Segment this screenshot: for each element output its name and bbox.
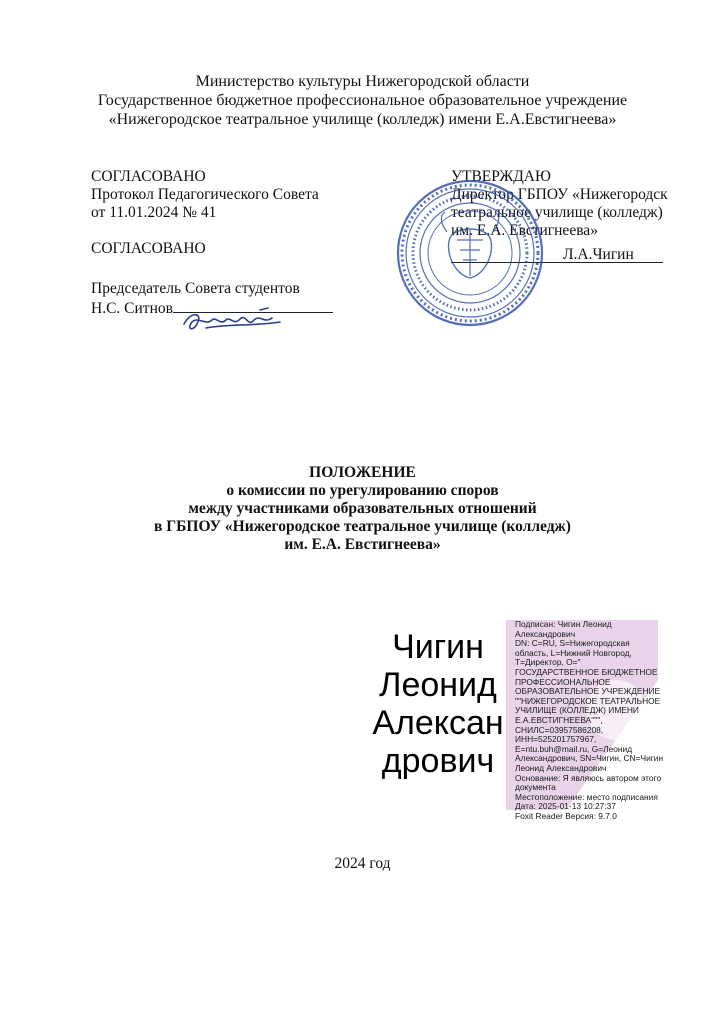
document-title bbox=[0, 464, 725, 554]
agreement-block bbox=[91, 168, 333, 318]
esign-detail-line: E=ntu.buh@mail.ru, G=Леонид bbox=[515, 743, 633, 754]
document-year: 2024 год bbox=[334, 855, 391, 872]
esign-detail-line: ОБРАЗОВАТЕЛЬНОЕ УЧРЕЖДЕНИЕ bbox=[515, 686, 661, 697]
protocol-line: Протокол Педагогического Совета bbox=[91, 186, 319, 203]
esign-name-line: дрович bbox=[381, 742, 495, 780]
institution-type-line: Государственное бюджетное профессиональное образовательное учреждение bbox=[97, 92, 628, 109]
ministry-line: Министерство культуры Нижегородской области bbox=[195, 73, 530, 90]
esign-detail-line: Основание: Я являюсь автором этого bbox=[515, 772, 662, 783]
esign-detail-line: ГОСУДАРСТВЕННОЕ БЮДЖЕТНОЕ bbox=[515, 666, 658, 677]
title-heading: ПОЛОЖЕНИЕ bbox=[309, 464, 416, 481]
esign-detail-line: ИНН=525201757967, bbox=[515, 734, 597, 745]
esign-detail-line: T=Директор, O=" bbox=[515, 657, 581, 668]
esign-detail-line: ""НИЖЕГОРОДСКОЕ ТЕАТРАЛЬНОЕ bbox=[515, 695, 661, 706]
student-council-chair-title: Председатель Совета студентов bbox=[91, 280, 300, 297]
director-title-line-1: Директор ГБПОУ «Нижегородск bbox=[451, 186, 668, 203]
esign-detail-line: Александрович, SN=Чигин, CN=Чигин bbox=[515, 753, 664, 764]
esign-detail-line: Местоположение: место подписания bbox=[515, 791, 658, 802]
director-name: Л.А.Чигин bbox=[563, 246, 634, 263]
esign-detail-line: ПРОФЕССИОНАЛЬНОЕ bbox=[515, 676, 611, 687]
esign-detail-line: Дата: 2025-01-13 10:27:37 bbox=[515, 801, 616, 812]
esign-detail-line: УЧИЛИЩЕ (КОЛЛЕДЖ) ИМЕНИ bbox=[515, 705, 639, 716]
esign-detail-line: документа bbox=[515, 782, 556, 793]
esign-name-line: Чигин bbox=[392, 628, 484, 666]
agreed-label-1: СОГЛАСОВАНО bbox=[91, 168, 206, 185]
e-signature-details bbox=[515, 620, 665, 821]
title-line-3: между участниками образовательных отношений bbox=[188, 500, 537, 517]
esign-name-line: Леонид bbox=[379, 666, 497, 704]
title-line-2: о комиссии по урегулированию споров bbox=[226, 482, 499, 499]
protocol-date-number: от 11.01.2024 № 41 bbox=[91, 204, 217, 221]
esign-detail-line: Е.А.ЕВСТИГНЕЕВА""", bbox=[515, 714, 603, 725]
esign-detail-line: область, L=Нижний Новгород, bbox=[515, 647, 632, 658]
esign-name-line: Алексан bbox=[372, 704, 504, 742]
official-seal-icon bbox=[395, 178, 545, 328]
agreed-label-2: СОГЛАСОВАНО bbox=[91, 240, 206, 257]
title-line-5: им. Е.А. Евстигнеева» bbox=[284, 536, 441, 553]
e-signature-name bbox=[363, 628, 513, 780]
director-title-line-2: театральное училище (колледж) bbox=[451, 204, 663, 221]
handwritten-signature-icon bbox=[176, 304, 286, 338]
esign-detail-line: Foxit Reader Версия: 9.7.0 bbox=[515, 810, 617, 821]
institution-name-line: «Нижегородское театральное училище (колледж) имени Е.А.Евстигнеева» bbox=[108, 111, 617, 128]
approved-label: УТВЕРЖДАЮ bbox=[451, 168, 551, 185]
esign-detail-line: Александрович bbox=[515, 628, 576, 639]
organization-header bbox=[0, 72, 725, 129]
director-title-line-3: им. Е.А. Евстигнеева» bbox=[451, 222, 598, 239]
esign-detail-line: Леонид Александрович bbox=[515, 762, 607, 773]
student-council-chair-name: Н.С. Ситнов bbox=[91, 300, 173, 317]
title-line-4: в ГБПОУ «Нижегородское театральное училище (колледж) bbox=[154, 518, 571, 535]
esign-detail-line: СНИЛС=03957586208, bbox=[515, 724, 604, 735]
esign-detail-line: Подписан: Чигин Леонид bbox=[515, 619, 612, 629]
esign-detail-line: DN: C=RU, S=Нижегородская bbox=[515, 638, 630, 649]
